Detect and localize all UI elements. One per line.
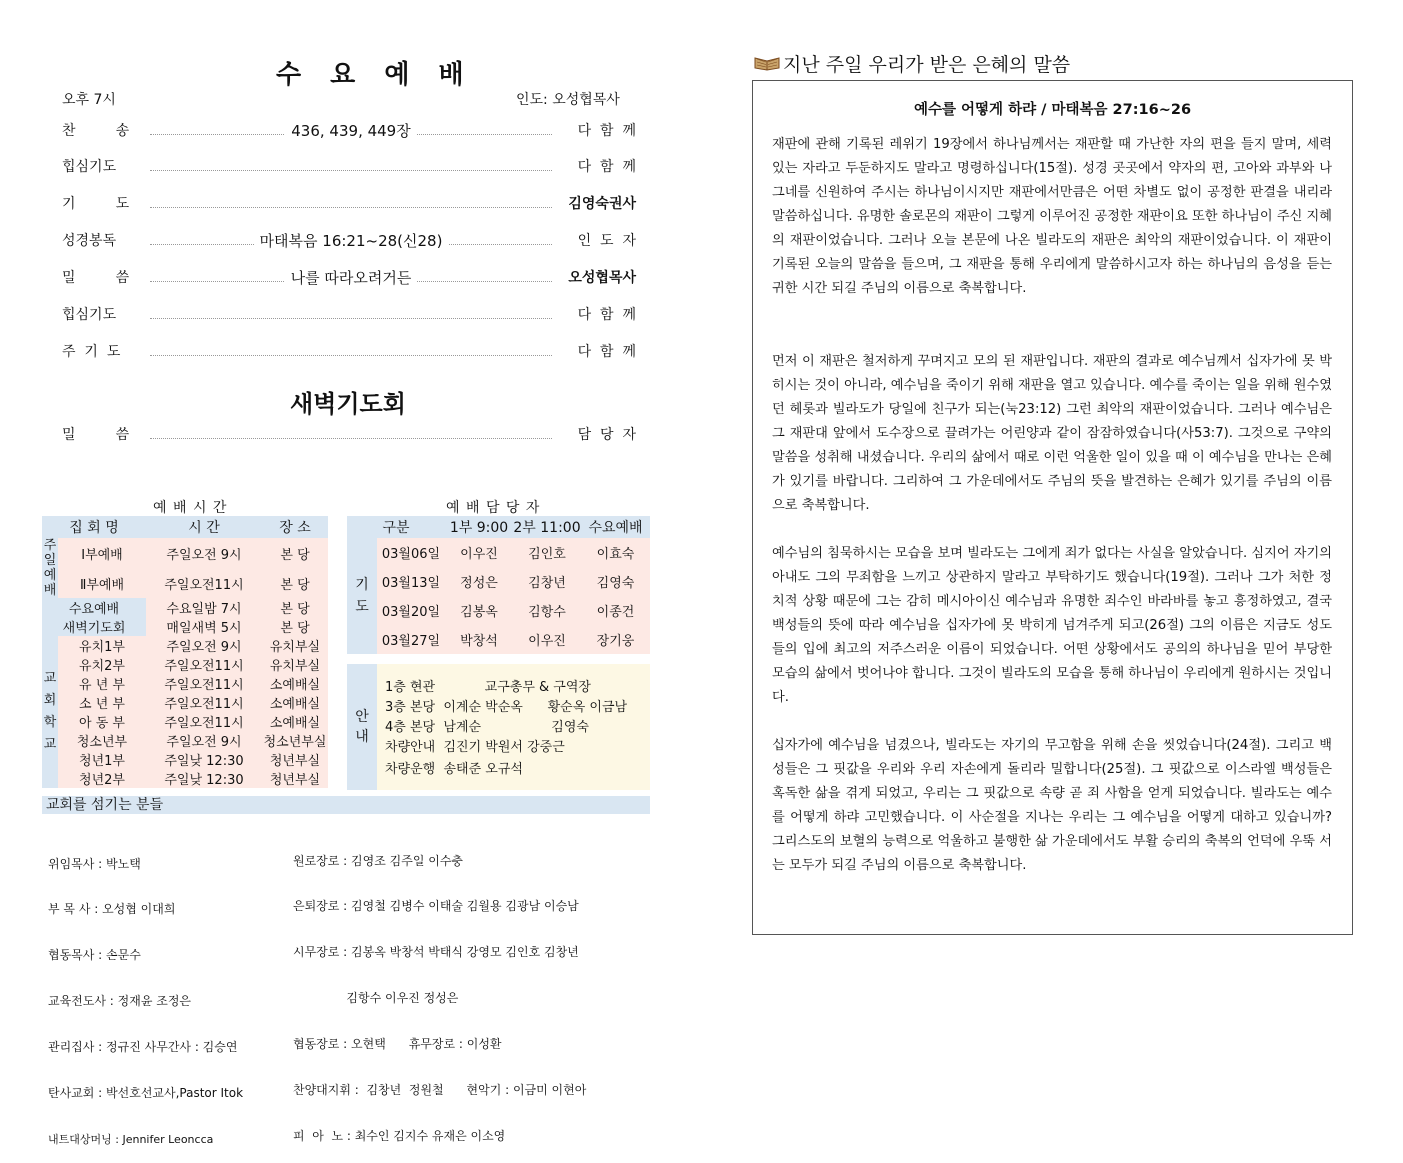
servant-line: 위임목사 : 박노택 bbox=[48, 856, 141, 871]
duty-header: 수요예배 bbox=[581, 516, 650, 538]
duty-cell: 박창석 bbox=[445, 625, 513, 654]
sched-cell: 새벽기도회 bbox=[42, 617, 146, 636]
sched-cell: 유치2부 bbox=[58, 655, 146, 674]
table-row bbox=[347, 625, 650, 654]
servant-line: 탄사교회 : 박선호선교사,Pastor Itok bbox=[48, 1086, 244, 1101]
book-icon bbox=[753, 53, 781, 71]
sched-cell: 주일오전11시 bbox=[146, 655, 262, 674]
sched-cell: 소 년 부 bbox=[58, 693, 146, 712]
service-row-person: 오성협목사 bbox=[568, 270, 636, 286]
sched-cell: 본 당 bbox=[262, 538, 328, 568]
duty-table bbox=[347, 516, 650, 654]
servant-line: 관리집사 : 정규진 사무간사 : 김승연 bbox=[48, 1040, 238, 1055]
service-time: 오후 7시 bbox=[62, 92, 116, 108]
duty-cell: 김봉옥 bbox=[445, 596, 513, 625]
table-row bbox=[42, 693, 328, 712]
sched-cell: 수요예배 bbox=[42, 598, 146, 617]
duty-cell: 이우진 bbox=[445, 538, 513, 567]
duty-header: 구분 bbox=[347, 516, 445, 538]
sched-cell: 수요일밤 7시 bbox=[146, 598, 262, 617]
sched-cell: 청년부실 bbox=[262, 769, 328, 788]
servant-line: 내트대상머닝 : Jennifer Leoncca bbox=[48, 1132, 214, 1146]
sched-cell: 소예배실 bbox=[262, 674, 328, 693]
sched-cell: 유치1부 bbox=[58, 636, 146, 655]
table-row bbox=[42, 731, 328, 750]
service-row-label: 주 기 도 bbox=[62, 344, 121, 360]
service-leader: 인도: 오성협목사 bbox=[516, 92, 620, 108]
dawn-row-label: 밀 씀 bbox=[62, 427, 130, 443]
table-row bbox=[42, 712, 328, 731]
servant-line: 교육전도사 : 정재윤 조정은 bbox=[48, 994, 191, 1009]
service-row bbox=[62, 267, 636, 289]
servant-line: 찬양대지휘 : 김창년 정원철 현악기 : 이금미 이현아 bbox=[293, 1083, 587, 1098]
sched-cell: 주일오전 9시 bbox=[146, 538, 262, 568]
sched-cell: 유 년 부 bbox=[58, 674, 146, 693]
service-row-person: 김영숙권사 bbox=[568, 196, 636, 212]
dawn-row-right: 담 당 자 bbox=[577, 427, 636, 443]
sched-cell: 소예배실 bbox=[262, 712, 328, 731]
servants-right bbox=[293, 823, 586, 1160]
table-row bbox=[42, 636, 328, 655]
sched-cell: 주일오전11시 bbox=[146, 693, 262, 712]
sched-cell: 주일낮 12:30 bbox=[146, 750, 262, 769]
sermon-paragraph: 예수님의 침묵하시는 모습을 보며 빌라도는 그에게 죄가 없다는 사실을 알았습니다. 심지어 자기의 아내도 그의 무죄함을 느끼고 상관하지 말라고 부탁하기도 했습니다(19절). 그러나 그가 처한 정치적 상황 때문에 그는 감히 메시아이신 예수님과 유명한 죄수인 바라바를 놓고 흥정하였고, 결국 백성들의 뜻에 따라 예수님을 십자가에 못 박히게 넘겨주게 되고(26절) 그의 이름은 지금도 성도들의 입에 최고의 저주스러운 이름이 되었습니다. 어떤 상황에서도 공의의 하나님을 믿어 부당한 모습의 삶에서 벗어나야 합니다. 그것이 빌라도의 모습을 통해 하나님이 우리에게 원하시는 것입니다. bbox=[772, 546, 1332, 705]
guide-line: 차량안내 김진기 박원서 강중근 bbox=[385, 740, 565, 755]
sched-cell: 본 당 bbox=[262, 617, 328, 636]
service-row-label: 힙심기도 bbox=[62, 307, 117, 323]
sched-cell: 주일오전 9시 bbox=[146, 636, 262, 655]
servant-line: 원로장로 : 김영조 김주일 이수충 bbox=[293, 853, 463, 868]
sched-cell: 주일오전11시 bbox=[146, 712, 262, 731]
duty-cell: 03월27일 bbox=[377, 625, 445, 654]
table-row bbox=[42, 655, 328, 674]
guide-box bbox=[347, 664, 650, 790]
wednesday-title: 수 요 예 배 bbox=[276, 60, 474, 90]
service-row-label: 힙심기도 bbox=[62, 159, 117, 175]
dawn-row bbox=[62, 424, 636, 446]
schedule-table bbox=[42, 516, 328, 788]
servant-line: 김항수 이우진 정성은 bbox=[293, 991, 459, 1006]
duty-cell: 이우진 bbox=[513, 625, 581, 654]
servants-title: 교회를 섬기는 분들 bbox=[42, 796, 650, 814]
sched-cell: 본 당 bbox=[262, 598, 328, 617]
sched-cell: 유치부실 bbox=[262, 636, 328, 655]
sched-cell: 주일낮 12:30 bbox=[146, 769, 262, 788]
servants-left bbox=[48, 826, 243, 1163]
duty-header: 2부 11:00 bbox=[513, 516, 581, 538]
sched-school-cat bbox=[42, 636, 58, 788]
service-row bbox=[62, 230, 636, 252]
service-row-label: 기 도 bbox=[62, 196, 130, 212]
duty-cell: 03월13일 bbox=[377, 567, 445, 596]
duty-cell: 이종건 bbox=[581, 596, 650, 625]
servant-line: 은퇴장로 : 김영철 김병수 이태술 김월용 김광남 이승남 bbox=[293, 899, 579, 914]
sched-school-cat-label: 교회학교 bbox=[43, 671, 57, 752]
schedule-title: 예 배 시 간 bbox=[153, 500, 228, 516]
dawn-title: 새벽기도회 bbox=[290, 389, 406, 418]
sched-sunday-cat bbox=[42, 538, 58, 598]
sermon-paragraph: 십자가에 예수님을 넘겼으나, 빌라도는 자기의 무고함을 위해 손을 씻었습니다(24절). 그리고 백성들은 그 핏값을 우리와 우리 자손에게 돌리라 밀합니다(25절). 그 핏값으로 이스라엘 백성들은 혹독한 삶을 겪게 되었고, 우리는 그 핏값으로 속량 곧 죄 사함을 얻게 되었습니다. 빌라도는 예수를 어떻게 하랴 고민했습니다. 이 사순절을 지나는 우리는 그 예수님을 어떻게 대하고 있습니까? 그리스도의 보혈의 능력으로 억울하고 불행한 삶 가운데에서도 부활 승리의 축복의 언덕에 우뚝 서는 모두가 되길 주님의 이름으로 축복합니다. bbox=[772, 738, 1332, 873]
sched-cell: 본 당 bbox=[262, 568, 328, 598]
guide-cat-label: 안내 bbox=[355, 709, 369, 745]
table-row bbox=[347, 567, 650, 596]
service-row-person: 다 함 께 bbox=[577, 307, 636, 323]
service-row-person: 인 도 자 bbox=[577, 233, 636, 249]
duty-cat bbox=[347, 538, 377, 654]
service-row bbox=[62, 193, 636, 215]
table-row bbox=[42, 674, 328, 693]
servant-line: 협동목사 : 손문수 bbox=[48, 948, 141, 963]
duty-cat-label: 기도 bbox=[355, 577, 369, 615]
duty-header: 1부 9:00 bbox=[445, 516, 513, 538]
guide-line: 차량운행 송태준 오규석 bbox=[385, 762, 523, 777]
sched-cell: 주일오전 9시 bbox=[146, 731, 262, 750]
guide-line: 4층 본당 남계순 김영숙 bbox=[385, 720, 589, 735]
sermon-paragraph: 재판에 관해 기록된 레위기 19장에서 하나님께서는 재판할 때 가난한 자의 편을 들지 말며, 세력 있는 자라고 두둔하지도 말라고 명령하십니다(15절). 성경 곳곳에서 약자의 편, 고아와 과부와 나그네를 신원하여 주시는 하나님이시지만 재판에서만큼은 어떤 차별도 없이 공정한 판결을 내리라 말씀하십니다. 유명한 솔로몬의 재판이 그렇게 이루어진 공정한 재판이요 또한 하나님이 주신 지혜의 재판이었습니다. 그러나 오늘 본문에 나온 빌라도의 재판은 최악의 재판이었습니다. 이 재판이 기록된 오늘의 말씀을 들으며, 그 재판을 통해 우리에게 말씀하시고자 하는 하나님의 음성을 듣는 귀한 시간 되길 주님의 이름으로 축복합니다. bbox=[772, 137, 1332, 296]
service-row bbox=[62, 304, 636, 326]
sched-cell: 청소년부실 bbox=[262, 731, 328, 750]
sched-cell: 청년2부 bbox=[58, 769, 146, 788]
duty-title: 예 배 담 당 자 bbox=[446, 500, 541, 516]
service-row-detail: 마태복음 16:21~28(신28) bbox=[254, 232, 449, 250]
guide-cat bbox=[347, 664, 377, 790]
sched-cell: Ⅱ부예배 bbox=[58, 568, 146, 598]
duty-cell: 03월06일 bbox=[377, 538, 445, 567]
sched-cell: 매일새벽 5시 bbox=[146, 617, 262, 636]
sched-cell: 청소년부 bbox=[58, 731, 146, 750]
table-row bbox=[347, 538, 650, 567]
service-row bbox=[62, 120, 636, 142]
duty-cell: 장기웅 bbox=[581, 625, 650, 654]
sched-header-name: 집 회 명 bbox=[42, 516, 146, 538]
duty-cell: 정성은 bbox=[445, 567, 513, 596]
table-row bbox=[347, 596, 650, 625]
sched-cell: 주일오전11시 bbox=[146, 674, 262, 693]
service-row-label: 찬 송 bbox=[62, 123, 130, 139]
sermon-title: 예수를 어떻게 하랴 / 마태복음 27:16~26 bbox=[913, 102, 1192, 118]
sched-cell: 소예배실 bbox=[262, 693, 328, 712]
servant-line: 시무장로 : 김봉옥 박창석 박태식 강영모 김인호 김창년 bbox=[293, 945, 579, 960]
sched-cell: 유치부실 bbox=[262, 655, 328, 674]
table-row bbox=[42, 769, 328, 788]
sched-header-time: 시 간 bbox=[146, 516, 262, 538]
sched-cell: 주일오전11시 bbox=[146, 568, 262, 598]
service-row-label: 밀 씀 bbox=[62, 270, 130, 286]
duty-cell: 03월20일 bbox=[377, 596, 445, 625]
sched-header-place: 장 소 bbox=[262, 516, 328, 538]
guide-line: 1층 현관 교구총무 & 구역장 bbox=[385, 680, 591, 695]
sermon-paragraph: 먼저 이 재판은 철저하게 꾸며지고 모의 된 재판입니다. 재판의 결과로 예수님께서 십자가에 못 박히시는 것이 아니라, 예수님을 죽이기 위해 재판을 열고 있습니다. 예수를 죽이는 일을 위해 원수였던 헤롯과 빌라도가 당일에 친구가 되는(눅23:12) 그런 최악의 재판이었습니다. 그러나 예수님은 그 재판대 앞에서 도수장으로 끌려가는 어린양과 같이 잠잠하였습니다(사53:7). 그것으로 구약의 말씀을 성취해 내셨습니다. 우리의 삶에서 때로 이런 억울한 일이 있을 때 이 예수님을 만나는 은혜가 있기를 바랍니다. 그리하여 그 가운데에서도 주님의 뜻을 발견하는 은혜가 있기를 주님의 이름으로 축복합니다. bbox=[772, 354, 1332, 513]
service-row-label: 성경봉독 bbox=[62, 233, 117, 249]
sched-cell: Ⅰ부예배 bbox=[58, 538, 146, 568]
service-row-person: 다 함 께 bbox=[577, 344, 636, 360]
service-row-person: 다 함 께 bbox=[577, 159, 636, 175]
duty-cell: 김인호 bbox=[513, 538, 581, 567]
sched-cell: 청년부실 bbox=[262, 750, 328, 769]
duty-cell: 이효숙 bbox=[581, 538, 650, 567]
sched-cell: 청년1부 bbox=[58, 750, 146, 769]
service-row bbox=[62, 341, 636, 363]
guide-line: 3층 본당 이계순 박순옥 황순옥 이금남 bbox=[385, 700, 628, 715]
service-row bbox=[62, 156, 636, 178]
service-row-detail: 나를 따라오려거든 bbox=[285, 269, 418, 287]
table-row bbox=[42, 750, 328, 769]
servant-line: 피 아 노 : 최수인 김지수 유재은 이소영 bbox=[293, 1128, 506, 1143]
servant-line: 부 목 사 : 오성협 이대희 bbox=[48, 902, 176, 917]
sermon-header: 지난 주일 우리가 받은 은혜의 말씀 bbox=[783, 54, 1071, 76]
service-row-detail: 436, 439, 449장 bbox=[285, 122, 416, 140]
sched-cell: 아 동 부 bbox=[58, 712, 146, 731]
sched-sunday-cat-label: 주일예배 bbox=[43, 538, 57, 598]
service-row-person: 다 함 께 bbox=[577, 123, 636, 139]
duty-cell: 김영숙 bbox=[581, 567, 650, 596]
duty-cell: 김창년 bbox=[513, 567, 581, 596]
servant-line: 협동장로 : 오현택 휴무장로 : 이성환 bbox=[293, 1037, 502, 1052]
duty-cell: 김항수 bbox=[513, 596, 581, 625]
